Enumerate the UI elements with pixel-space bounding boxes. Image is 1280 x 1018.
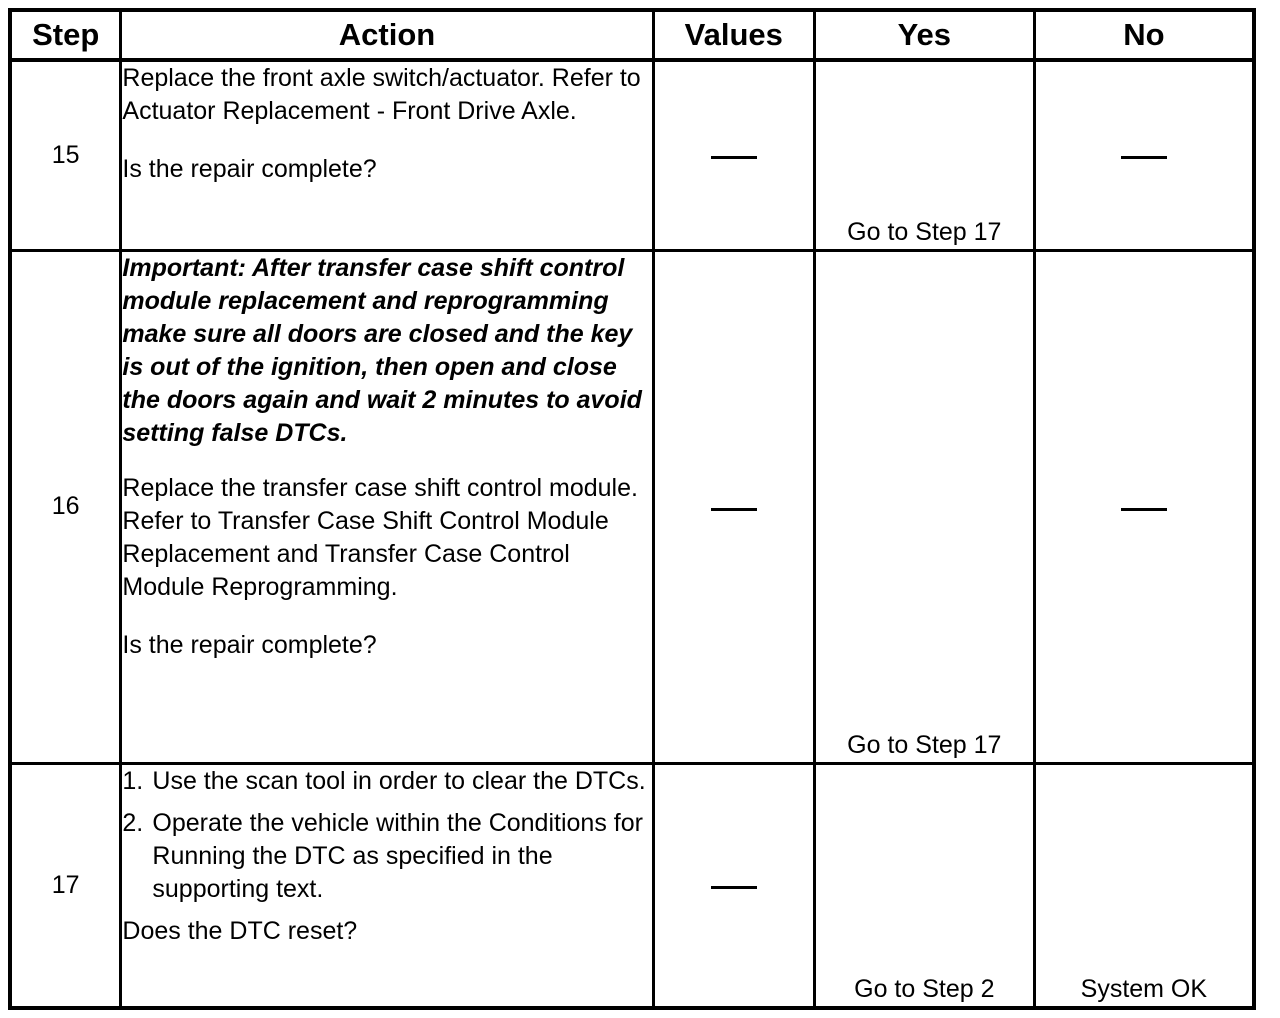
table-row-step-16 — [10, 250, 1254, 763]
action-question: Is the repair complete? — [122, 155, 377, 183]
header-yes: Yes — [814, 10, 1034, 60]
list-item — [122, 765, 651, 798]
header-values: Values — [653, 10, 814, 60]
table-row-step-17 — [10, 763, 1254, 1008]
diagnostic-table — [8, 8, 1256, 1010]
values-dash — [711, 156, 757, 159]
values-dash — [711, 508, 757, 511]
yes-result: Go to Step 2 — [814, 763, 1034, 1008]
yes-result: Go to Step 17 — [814, 60, 1034, 250]
action-cell — [121, 60, 653, 250]
action-text: Replace the front axle switch/actuator. Refer to Actuator Replacement - Front Drive Axle. — [122, 64, 641, 125]
header-action: Action — [121, 10, 653, 60]
list-item-number: 2. — [122, 808, 144, 837]
no-dash — [1121, 508, 1167, 511]
no-cell — [1034, 60, 1254, 250]
step-number: 15 — [10, 60, 121, 250]
diagnostic-table-container — [8, 8, 1256, 1010]
no-cell — [1034, 250, 1254, 763]
action-cell — [121, 250, 653, 763]
no-result: System OK — [1034, 763, 1254, 1008]
action-question: Does the DTC reset? — [122, 916, 358, 945]
important-note: Important: After transfer case shift control module replacement and reprogramming make sure all doors are closed and the key is out of the ignition, then open and close the doors again and wait 2 minutes to avoid setting false DTCs. — [122, 253, 642, 447]
step-number: 16 — [10, 250, 121, 763]
action-cell — [121, 763, 653, 1008]
values-cell — [653, 250, 814, 763]
list-item-text: Use the scan tool in order to clear the DTCs. — [152, 766, 646, 795]
yes-result: Go to Step 17 — [814, 250, 1034, 763]
list-item — [122, 807, 651, 906]
action-text: Replace the transfer case shift control module. Refer to Transfer Case Shift Control Module Replacement and Transfer Case Control Module Reprogramming. — [122, 473, 638, 601]
header-row — [10, 10, 1254, 60]
header-no: No — [1034, 10, 1254, 60]
action-question: Is the repair complete? — [122, 630, 377, 659]
values-cell — [653, 60, 814, 250]
step-number: 17 — [10, 763, 121, 1008]
no-dash — [1121, 156, 1167, 159]
values-cell — [653, 763, 814, 1008]
values-dash — [711, 886, 757, 889]
list-item-number: 1. — [122, 766, 144, 795]
list-item-text: Operate the vehicle within the Conditions for Running the DTC as specified in the supporting text. — [152, 808, 643, 903]
header-step: Step — [10, 10, 121, 60]
table-row-step-15 — [10, 60, 1254, 250]
